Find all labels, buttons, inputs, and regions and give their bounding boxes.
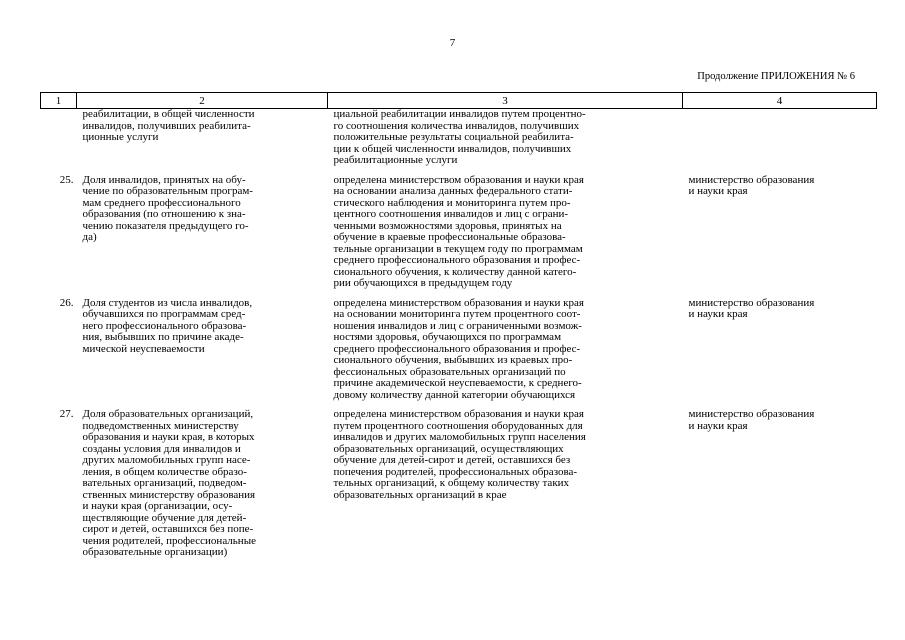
indicator-line: вательных организаций, подведом- — [82, 477, 247, 489]
indicator-line: созданы условия для инвалидов и — [82, 442, 241, 455]
indicator-line: Доля образовательных организаций, — [82, 408, 254, 420]
table-row — [41, 401, 877, 559]
responsible-body-cell — [683, 290, 877, 402]
method-line: причине академической неуспеваемости, к среднего- — [333, 377, 582, 389]
indicator-line: обучавшихся по программам сред- — [82, 308, 246, 320]
method-line: среднего профессионального образования и профес- — [333, 342, 581, 355]
responsible-line: и науки края — [688, 419, 748, 432]
method-line: инвалидов и других маломобильных групп населения — [333, 431, 586, 443]
method-line: тельных организаций, к общему количеству таких — [333, 477, 570, 489]
calculation-method-cell — [328, 109, 683, 167]
calculation-method-cell — [328, 167, 683, 290]
indicator-line: чению показателя предыдущего го- — [82, 219, 249, 232]
column-number-row — [41, 93, 877, 109]
method-line: ношения инвалидов и лиц с ограниченными возмож- — [333, 319, 582, 332]
method-line: путем процентного соотношения оборудованных для — [333, 419, 583, 432]
responsible-body-cell — [683, 109, 877, 167]
indicator-line: ционные услуги — [82, 131, 159, 143]
method-line: попечения родителей, профессиональных образова- — [333, 465, 578, 478]
method-line: сионального обучения, к количеству данной катего- — [333, 265, 577, 278]
method-line: обучение в краевые профессиональные образова- — [333, 231, 566, 243]
method-line: реабилитационные услуги — [333, 154, 458, 166]
indicator-line: Доля инвалидов, принятых на обу- — [82, 173, 246, 186]
method-line: го соотношения количества инвалидов, получивших — [333, 119, 580, 132]
indicator-line: мам среднего профессионального — [82, 196, 241, 209]
method-line: циальной реабилитации инвалидов путем процентно- — [333, 108, 586, 120]
indicator-line: подведомственных министерству — [82, 419, 239, 432]
row-number: 25. — [59, 173, 74, 186]
indicator-line: ления, в общем количестве образо- — [82, 465, 247, 478]
indicator-line: других маломобильных групп насе- — [82, 454, 251, 466]
method-line: определена министерством образования и науки края — [333, 408, 584, 420]
method-line: ченными возможностями здоровья, принятых на — [333, 219, 562, 232]
method-line: тельные организации в текущем году по программам — [333, 242, 583, 255]
indicator-line: чения родителей, профессиональные — [82, 534, 256, 547]
method-line: на основании анализа данных федерального стати- — [333, 185, 573, 197]
indicator-line: ществляющие обучение для детей- — [82, 511, 247, 524]
method-line: рии обучающихся в предыдущем году — [333, 277, 513, 289]
column-header: 2 — [77, 93, 328, 109]
column-header: 4 — [683, 93, 877, 109]
responsible-line: министерство образования — [688, 296, 815, 309]
method-line: на основании мониторинга путем процентного соот- — [333, 308, 581, 320]
indicator-line: образования и науки края, в которых — [82, 431, 255, 443]
table-row — [41, 109, 877, 167]
indicator-name-cell — [77, 290, 328, 402]
indicator-line: ния, выбывших по причине акаде- — [82, 331, 244, 343]
method-line: обучение для детей-сирот и детей, оставшихся без — [333, 454, 571, 466]
indicator-line: инвалидов, получивших реабилита- — [82, 119, 251, 132]
method-line: положительные результаты социальной реабилита- — [333, 131, 574, 143]
indicator-line: Доля студентов из числа инвалидов, — [82, 296, 253, 309]
indicator-name-cell — [77, 401, 328, 559]
responsible-body-cell — [683, 401, 877, 559]
calculation-method-cell — [328, 290, 683, 402]
indicator-line: ственных министерству образования — [82, 488, 256, 501]
method-line: определена министерством образования и науки края — [333, 296, 584, 309]
responsible-line: и науки края — [688, 308, 748, 320]
method-line: образовательных организаций, осуществляющих — [333, 442, 564, 455]
indicators-table — [40, 92, 877, 559]
indicator-line: реабилитации, в общей численности — [82, 108, 255, 120]
column-header: 3 — [328, 93, 683, 109]
method-line: центного соотношения инвалидов и лиц с ограни- — [333, 208, 569, 220]
method-line: ностями здоровья, обучающихся по программам — [333, 331, 562, 343]
continuation-label: Продолжение ПРИЛОЖЕНИЯ № 6 — [697, 71, 855, 82]
indicator-name-cell — [77, 167, 328, 290]
column-header: 1 — [41, 93, 77, 109]
table-row — [41, 290, 877, 402]
method-line: среднего профессионального образования и профес- — [333, 254, 581, 266]
calculation-method-cell — [328, 401, 683, 559]
method-line: довому количеству данной категории обучающихся — [333, 388, 576, 401]
indicator-line: сирот и детей, оставшихся без попе- — [82, 523, 254, 535]
indicator-line: чение по образовательным програм- — [82, 185, 253, 197]
indicator-line: образования (по отношению к зна- — [82, 208, 246, 220]
responsible-line: министерство образования — [688, 173, 815, 186]
row-number — [41, 109, 77, 167]
method-line: образовательных организаций в крае — [333, 488, 507, 501]
method-line: определена министерством образования и науки края — [333, 173, 584, 186]
row-number: 27. — [59, 408, 74, 420]
method-line: стического наблюдения и мониторинга путем про- — [333, 196, 571, 209]
method-line: ции к общей численности инвалидов, получивших — [333, 142, 572, 155]
row-number: 26. — [59, 296, 74, 309]
table-row — [41, 167, 877, 290]
responsible-line: министерство образования — [688, 408, 815, 420]
indicator-line: да) — [82, 231, 97, 243]
indicator-line: образовательные организации) — [82, 546, 228, 558]
indicator-name-cell — [77, 109, 328, 167]
indicator-line: мической неуспеваемости — [82, 342, 205, 355]
indicator-line: и науки края (организации, осу- — [82, 500, 233, 512]
responsible-body-cell — [683, 167, 877, 290]
method-line: сионального обучения, выбывших из краевых про- — [333, 354, 573, 366]
indicator-line: него профессионального образова- — [82, 319, 247, 332]
page-number: 7 — [449, 37, 456, 49]
method-line: фессиональных образовательных организаций по — [333, 365, 566, 378]
responsible-line: и науки края — [688, 185, 748, 197]
